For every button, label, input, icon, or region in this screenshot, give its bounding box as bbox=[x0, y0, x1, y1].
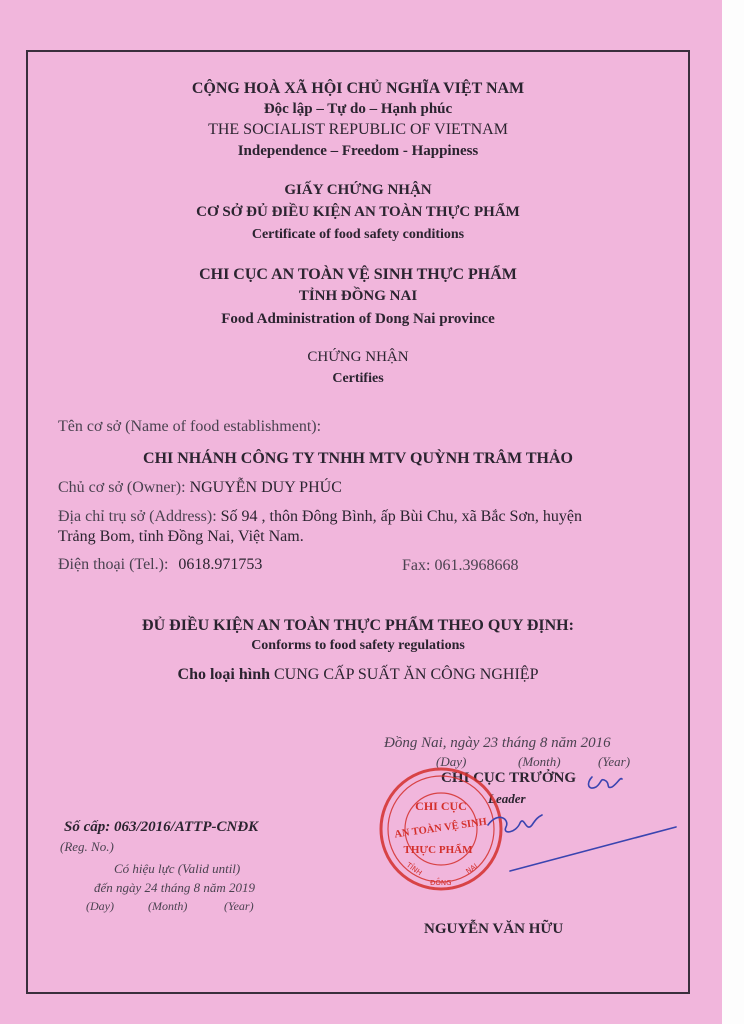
registration-number-field bbox=[64, 819, 258, 836]
business-type-prefix: Cho loại hình bbox=[177, 666, 270, 683]
seal-line1: CHI CỤC bbox=[415, 799, 467, 813]
seal-ring-bottom: ĐỒNG bbox=[430, 879, 452, 887]
motto-en: Independence – Freedom - Happiness bbox=[237, 143, 479, 159]
validity-date: đến ngày 24 tháng 8 năm 2019 bbox=[94, 880, 256, 895]
issue-month-label: (Month) bbox=[518, 754, 561, 769]
document-title-line2: CƠ SỞ ĐỦ ĐIỀU KIỆN AN TOÀN THỰC PHẨM bbox=[196, 204, 520, 220]
certifies-vi: CHỨNG NHẬN bbox=[307, 349, 409, 365]
issuer-name-line1: CHI CỤC AN TOÀN VỆ SINH THỰC PHẨM bbox=[199, 266, 517, 283]
fax-label: Fax: bbox=[402, 557, 431, 574]
business-type-line bbox=[26, 666, 690, 684]
validity-label: Có hiệu lực (Valid until) bbox=[114, 861, 241, 876]
address-value-line1: Số 94 , thôn Đông Bình, ấp Bùi Chu, xã Bắc Sơn, huyện bbox=[220, 508, 582, 525]
establishment-name-label: Tên cơ sở (Name of food establishment): bbox=[58, 418, 322, 435]
seal-ring-left: TỈNH bbox=[404, 861, 424, 878]
address-label: Địa chỉ trụ sở (Address): bbox=[58, 508, 217, 525]
owner-value: NGUYỄN DUY PHÚC bbox=[189, 479, 342, 496]
issuer-name-en: Food Administration of Dong Nai province bbox=[221, 311, 495, 327]
registration-number-label: Số cấp: bbox=[64, 819, 111, 835]
fax-value: 061.3968668 bbox=[434, 557, 519, 574]
handwritten-signature bbox=[480, 775, 680, 885]
seal-ring-right: NAI bbox=[464, 862, 480, 876]
validity-month-label: (Month) bbox=[148, 899, 188, 913]
business-type-value: CUNG CẤP SUẤT ĂN CÔNG NGHIỆP bbox=[274, 666, 539, 683]
country-name-en: THE SOCIALIST REPUBLIC OF VIETNAM bbox=[208, 121, 508, 138]
phone-label: Điện thoại (Tel.): bbox=[58, 556, 169, 573]
conformity-vi: ĐỦ ĐIỀU KIỆN AN TOÀN THỰC PHẨM THEO QUY ĐỊNH: bbox=[142, 617, 574, 634]
seal-line3: THỰC PHẨM bbox=[403, 844, 473, 856]
signer-name: NGUYỄN VĂN HỮU bbox=[424, 921, 564, 937]
address-value-line2: Trảng Bom, tỉnh Đồng Nai, Việt Nam. bbox=[58, 528, 304, 545]
seal-line2: AN TOÀN VỆ SINH bbox=[393, 816, 488, 841]
document-title-en: Certificate of food safety conditions bbox=[251, 227, 465, 242]
issue-date-line: Đồng Nai, ngày 23 tháng 8 năm 2016 bbox=[384, 735, 611, 751]
certifies-en: Certifies bbox=[332, 371, 384, 386]
fax-field bbox=[402, 557, 518, 575]
document-title-line1: GIẤY CHỨNG NHẬN bbox=[284, 182, 432, 198]
conformity-en: Conforms to food safety regulations bbox=[251, 638, 465, 653]
phone-field bbox=[58, 556, 262, 574]
motto-vi: Độc lập – Tự do – Hạnh phúc bbox=[263, 101, 453, 117]
validity-year-label: (Year) bbox=[224, 899, 254, 913]
signer-title-vi: CHI CỤC TRƯỞNG bbox=[441, 770, 577, 786]
issue-year-label: (Year) bbox=[598, 754, 631, 769]
country-name-vi: CỘNG HOÀ XÃ HỘI CHỦ NGHĨA VIỆT NAM bbox=[191, 80, 525, 97]
registration-number-value: 063/2016/ATTP-CNĐK bbox=[114, 819, 259, 835]
issuer-name-line2: TỈNH ĐỒNG NAI bbox=[298, 288, 418, 304]
issue-day-label: (Day) bbox=[436, 754, 467, 769]
validity-day-label: (Day) bbox=[86, 899, 114, 913]
phone-value: 0618.971753 bbox=[178, 556, 263, 573]
owner-label: Chủ cơ sở (Owner): bbox=[58, 479, 186, 496]
signer-title-en: Leader bbox=[488, 791, 526, 806]
owner-field bbox=[58, 479, 342, 497]
address-field bbox=[58, 508, 582, 526]
registration-number-label-en: (Reg. No.) bbox=[60, 839, 114, 854]
establishment-name: CHI NHÁNH CÔNG TY TNHH MTV QUỲNH TRÂM THẢO bbox=[143, 450, 573, 467]
